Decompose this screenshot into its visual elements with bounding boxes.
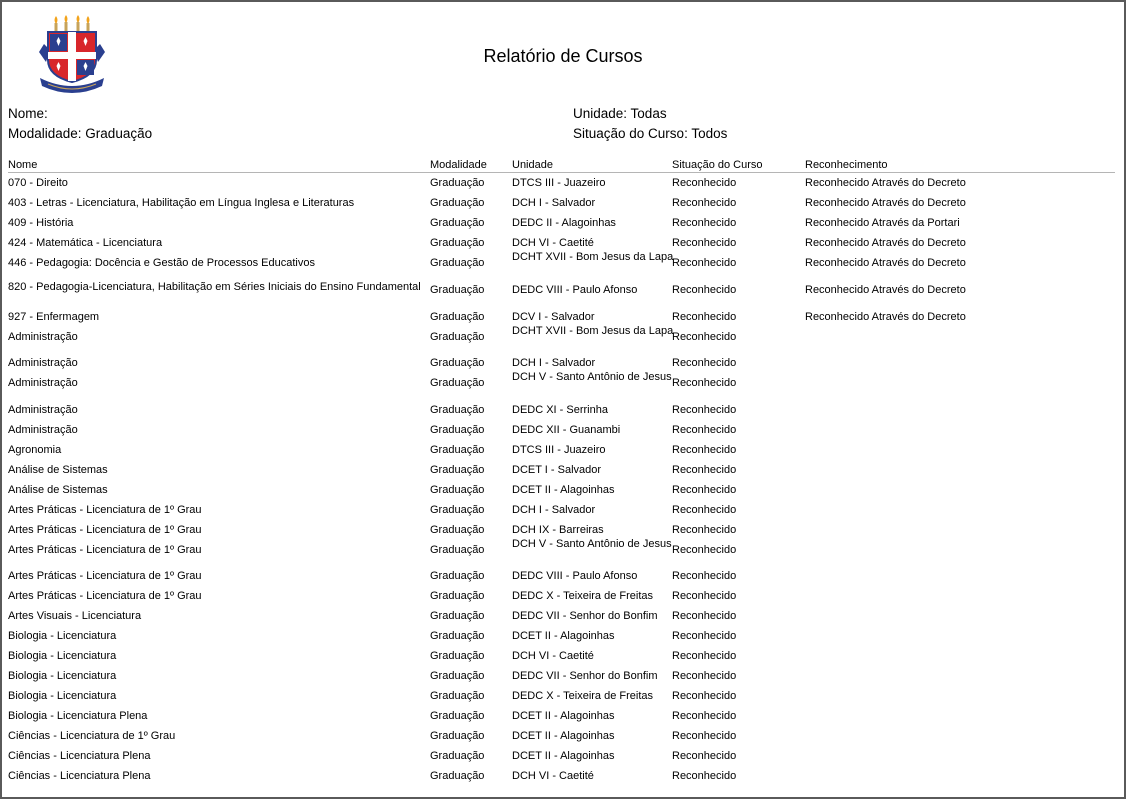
cell-reconhecimento: Reconhecido Através do Decreto	[805, 257, 966, 269]
cell-modalidade: Graduação	[430, 237, 485, 249]
cell-modalidade: Graduação	[430, 424, 485, 436]
cell-unidade: DEDC VIII - Paulo Afonso	[512, 570, 638, 582]
cell-unidade: DCH I - Salvador	[512, 197, 596, 209]
cell-situacao: Reconhecido	[672, 524, 737, 536]
cell-situacao: Reconhecido	[672, 284, 737, 296]
cell-situacao: Reconhecido	[672, 444, 737, 456]
cell-situacao: Reconhecido	[672, 570, 737, 582]
cell-modalidade: Graduação	[430, 464, 485, 476]
cell-unidade: DTCS III - Juazeiro	[512, 444, 606, 456]
cell-nome: 409 - História	[8, 217, 74, 229]
cell-nome: Análise de Sistemas	[8, 464, 108, 476]
cell-modalidade: Graduação	[430, 504, 485, 516]
column-header-reconhecimento: Reconhecimento	[805, 159, 888, 171]
cell-situacao: Reconhecido	[672, 377, 737, 389]
report-title: Relatório de Cursos	[483, 46, 643, 66]
cell-unidade: DCET II - Alagoinhas	[512, 750, 615, 762]
cell-reconhecimento: Reconhecido Através do Decreto	[805, 311, 966, 323]
cell-nome: Biologia - Licenciatura	[8, 650, 117, 662]
cell-unidade: DCH V - Santo Antônio de Jesus	[512, 538, 672, 550]
cell-unidade: DEDC VII - Senhor do Bonfim	[512, 670, 658, 682]
cell-nome: Ciências - Licenciatura Plena	[8, 770, 151, 782]
cell-nome: Artes Práticas - Licenciatura de 1º Grau	[8, 570, 202, 582]
cell-unidade: DCET II - Alagoinhas	[512, 484, 615, 496]
cell-modalidade: Graduação	[430, 484, 485, 496]
filter-modalidade: Modalidade: Graduação	[8, 126, 153, 141]
cell-modalidade: Graduação	[430, 770, 485, 782]
column-header-modalidade: Modalidade	[430, 159, 487, 171]
cell-modalidade: Graduação	[430, 590, 485, 602]
cell-modalidade: Graduação	[430, 177, 485, 189]
cell-unidade: DCH VI - Caetité	[512, 650, 594, 662]
cell-unidade: DCET II - Alagoinhas	[512, 710, 615, 722]
cell-nome: Artes Práticas - Licenciatura de 1º Grau	[8, 524, 202, 536]
cell-nome: Ciências - Licenciatura Plena	[8, 750, 151, 762]
cell-nome: Biologia - Licenciatura Plena	[8, 710, 148, 722]
cell-unidade: DCH IX - Barreiras	[512, 524, 604, 536]
cell-situacao: Reconhecido	[672, 404, 737, 416]
cell-modalidade: Graduação	[430, 670, 485, 682]
cell-situacao: Reconhecido	[672, 750, 737, 762]
cell-nome: Biologia - Licenciatura	[8, 670, 117, 682]
column-header-nome: Nome	[8, 159, 38, 171]
cell-unidade: DCHT XVII - Bom Jesus da Lapa	[512, 325, 674, 337]
cell-modalidade: Graduação	[430, 404, 485, 416]
cell-unidade: DCH I - Salvador	[512, 504, 596, 516]
cell-unidade: DEDC VIII - Paulo Afonso	[512, 284, 638, 296]
cell-situacao: Reconhecido	[672, 357, 737, 369]
cell-nome: Administração	[8, 377, 78, 389]
cell-nome: Biologia - Licenciatura	[8, 690, 117, 702]
cell-modalidade: Graduação	[430, 690, 485, 702]
filter-situacao: Situação do Curso: Todos	[573, 126, 728, 141]
cell-modalidade: Graduação	[430, 444, 485, 456]
cell-modalidade: Graduação	[430, 650, 485, 662]
cell-unidade: DCH VI - Caetité	[512, 237, 594, 249]
cell-nome: Agronomia	[8, 444, 62, 456]
cell-modalidade: Graduação	[430, 524, 485, 536]
cell-situacao: Reconhecido	[672, 177, 737, 189]
filter-nome: Nome:	[8, 106, 48, 121]
cell-nome: 070 - Direito	[8, 177, 68, 189]
cell-nome: Artes Práticas - Licenciatura de 1º Grau	[8, 504, 202, 516]
cell-reconhecimento: Reconhecido Através do Decreto	[805, 177, 966, 189]
cell-modalidade: Graduação	[430, 630, 485, 642]
cell-situacao: Reconhecido	[672, 464, 737, 476]
cell-situacao: Reconhecido	[672, 237, 737, 249]
cell-unidade: DTCS III - Juazeiro	[512, 177, 606, 189]
cell-modalidade: Graduação	[430, 284, 485, 296]
cell-nome: 403 - Letras - Licenciatura, Habilitação em Língua Inglesa e Literaturas	[8, 197, 355, 209]
cell-situacao: Reconhecido	[672, 770, 737, 782]
cell-nome: Artes Práticas - Licenciatura de 1º Grau	[8, 590, 202, 602]
cell-modalidade: Graduação	[430, 331, 485, 343]
cell-unidade: DEDC II - Alagoinhas	[512, 217, 616, 229]
cell-unidade: DEDC X - Teixeira de Freitas	[512, 590, 654, 602]
cell-situacao: Reconhecido	[672, 197, 737, 209]
cell-unidade: DEDC XI - Serrinha	[512, 404, 608, 416]
cell-unidade: DCET II - Alagoinhas	[512, 730, 615, 742]
cell-modalidade: Graduação	[430, 750, 485, 762]
cell-nome: 820 - Pedagogia-Licenciatura, Habilitação em Séries Iniciais do Ensino Fundamental	[8, 281, 421, 293]
cell-nome: 446 - Pedagogia: Docência e Gestão de Processos Educativos	[8, 257, 315, 269]
cell-unidade: DCV I - Salvador	[512, 311, 595, 323]
cell-nome: Administração	[8, 331, 78, 343]
cell-situacao: Reconhecido	[672, 217, 737, 229]
cell-situacao: Reconhecido	[672, 311, 737, 323]
cell-modalidade: Graduação	[430, 570, 485, 582]
cell-situacao: Reconhecido	[672, 690, 737, 702]
cell-unidade: DCHT XVII - Bom Jesus da Lapa	[512, 251, 674, 263]
filter-unidade: Unidade: Todas	[573, 106, 667, 121]
cell-nome: Administração	[8, 357, 78, 369]
cell-situacao: Reconhecido	[672, 710, 737, 722]
cell-unidade: DEDC XII - Guanambi	[512, 424, 621, 436]
cell-unidade: DEDC X - Teixeira de Freitas	[512, 690, 654, 702]
cell-modalidade: Graduação	[430, 217, 485, 229]
cell-modalidade: Graduação	[430, 197, 485, 209]
cell-modalidade: Graduação	[430, 377, 485, 389]
cell-reconhecimento: Reconhecido Através do Decreto	[805, 284, 966, 296]
cell-unidade: DCET I - Salvador	[512, 464, 602, 476]
cell-reconhecimento: Reconhecido Através do Decreto	[805, 197, 966, 209]
cell-modalidade: Graduação	[430, 710, 485, 722]
cell-situacao: Reconhecido	[672, 650, 737, 662]
cell-nome: Ciências - Licenciatura de 1º Grau	[8, 730, 176, 742]
column-header-unidade: Unidade	[512, 159, 553, 171]
cell-unidade: DCET II - Alagoinhas	[512, 630, 615, 642]
cell-modalidade: Graduação	[430, 257, 485, 269]
cell-modalidade: Graduação	[430, 544, 485, 556]
cell-unidade: DCH VI - Caetité	[512, 770, 594, 782]
cell-modalidade: Graduação	[430, 610, 485, 622]
cell-nome: Administração	[8, 424, 78, 436]
header-divider	[8, 172, 1115, 173]
cell-situacao: Reconhecido	[672, 630, 737, 642]
cell-situacao: Reconhecido	[672, 730, 737, 742]
cell-unidade: DEDC VII - Senhor do Bonfim	[512, 610, 658, 622]
column-header-situacao: Situação do Curso	[672, 159, 763, 171]
cell-situacao: Reconhecido	[672, 484, 737, 496]
cell-nome: 424 - Matemática - Licenciatura	[8, 237, 163, 249]
cell-nome: 927 - Enfermagem	[8, 311, 100, 323]
cell-modalidade: Graduação	[430, 357, 485, 369]
cell-situacao: Reconhecido	[672, 670, 737, 682]
cell-situacao: Reconhecido	[672, 331, 737, 343]
cell-nome: Artes Visuais - Licenciatura	[8, 610, 142, 622]
cell-situacao: Reconhecido	[672, 257, 737, 269]
cell-situacao: Reconhecido	[672, 590, 737, 602]
cell-unidade: DCH V - Santo Antônio de Jesus	[512, 371, 672, 383]
cell-situacao: Reconhecido	[672, 424, 737, 436]
cell-modalidade: Graduação	[430, 311, 485, 323]
cell-nome: Análise de Sistemas	[8, 484, 108, 496]
cell-unidade: DCH I - Salvador	[512, 357, 596, 369]
cell-modalidade: Graduação	[430, 730, 485, 742]
cell-reconhecimento: Reconhecido Através da Portari	[805, 217, 960, 229]
cell-nome: Artes Práticas - Licenciatura de 1º Grau	[8, 544, 202, 556]
cell-situacao: Reconhecido	[672, 544, 737, 556]
cell-situacao: Reconhecido	[672, 504, 737, 516]
cell-nome: Biologia - Licenciatura	[8, 630, 117, 642]
cell-situacao: Reconhecido	[672, 610, 737, 622]
cell-nome: Administração	[8, 404, 78, 416]
cell-reconhecimento: Reconhecido Através do Decreto	[805, 237, 966, 249]
